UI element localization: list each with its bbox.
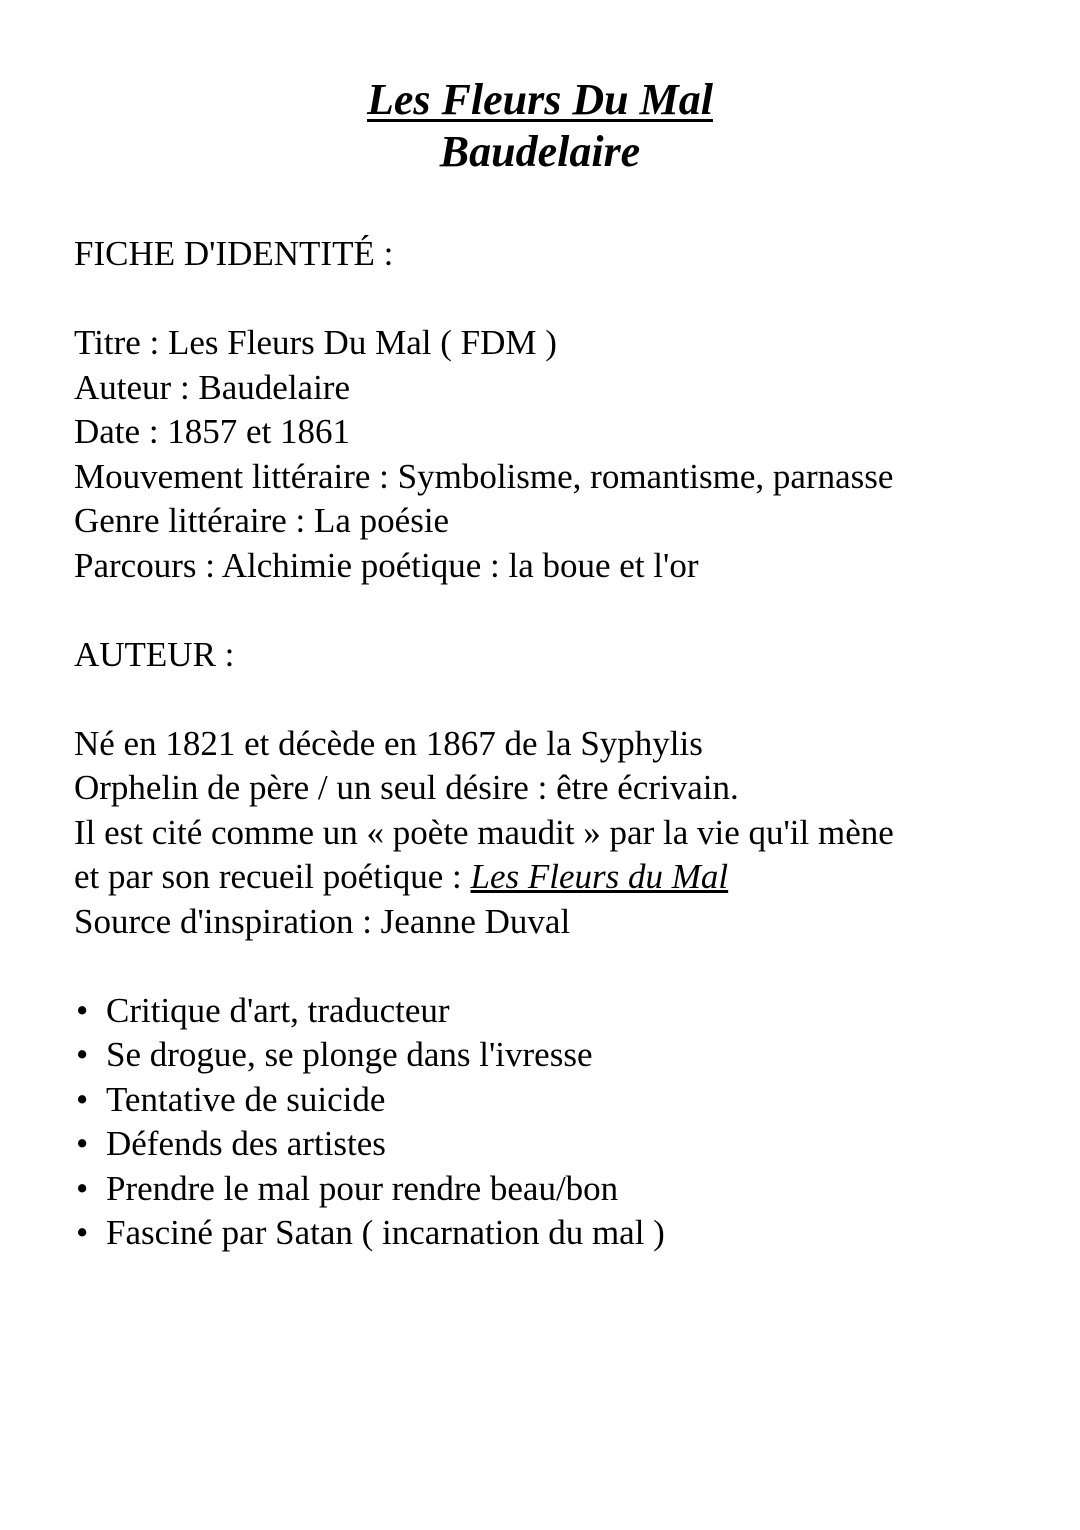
author-facts-list [74,989,1014,1256]
bullet-icon: • [76,1079,89,1119]
document-body [74,232,1014,1256]
author-birth-line: Né en 1821 et décède en 1867 de la Syphylis [74,723,703,763]
author-poete-maudit-line: Il est cité comme un « poète maudit » par la vie qu'il mène [74,812,894,852]
list-item [74,989,1014,1034]
list-item-text: Se drogue, se plonge dans l'ivresse [106,1035,593,1074]
list-item-text: Prendre le mal pour rendre beau/bon [106,1168,619,1208]
author-inspiration-line: Source d'inspiration : Jeanne Duval [74,901,571,941]
identity-heading: FICHE D'IDENTITÉ : [74,234,394,273]
document-subtitle: Baudelaire [439,127,641,176]
author-recueil-line [74,855,1014,900]
list-item [74,1122,1014,1167]
list-item [74,1078,1014,1123]
bullet-icon: • [76,990,89,1030]
list-item-text: Défends des artistes [106,1124,386,1163]
author-recueil-prefix: et par son recueil poétique : [74,857,471,896]
spacer [74,677,1014,722]
identity-title-line: Titre : Les Fleurs Du Mal ( FDM ) [74,323,557,362]
list-item-text: Critique d'art, traducteur [106,990,450,1030]
list-item-text: Tentative de suicide [106,1079,386,1119]
identity-movement-line: Mouvement littéraire : Symbolisme, romantisme, parnasse [74,456,894,496]
bullet-icon: • [76,1124,89,1163]
identity-date-line: Date : 1857 et 1861 [74,412,351,451]
spacer [74,944,1014,989]
identity-author-line: Auteur : Baudelaire [74,367,351,407]
author-heading: AUTEUR : [74,634,235,674]
list-item-text: Fasciné par Satan ( incarnation du mal ) [106,1213,665,1252]
identity-genre-line: Genre littéraire : La poésie [74,501,450,540]
document-title: Les Fleurs Du Mal [367,75,713,124]
title-block [0,74,1080,178]
identity-parcours-line: Parcours : Alchimie poétique : la boue et l'or [74,545,699,585]
list-item [74,1167,1014,1212]
bullet-icon: • [76,1168,89,1208]
list-item [74,1211,1014,1256]
author-orphan-line: Orphelin de père / un seul désire : être écrivain. [74,768,739,807]
bullet-icon: • [76,1213,89,1252]
book-title-reference: Les Fleurs du Mal [470,857,729,896]
spacer [74,277,1014,322]
list-item [74,1033,1014,1078]
spacer [74,588,1014,633]
bullet-icon: • [76,1035,89,1074]
